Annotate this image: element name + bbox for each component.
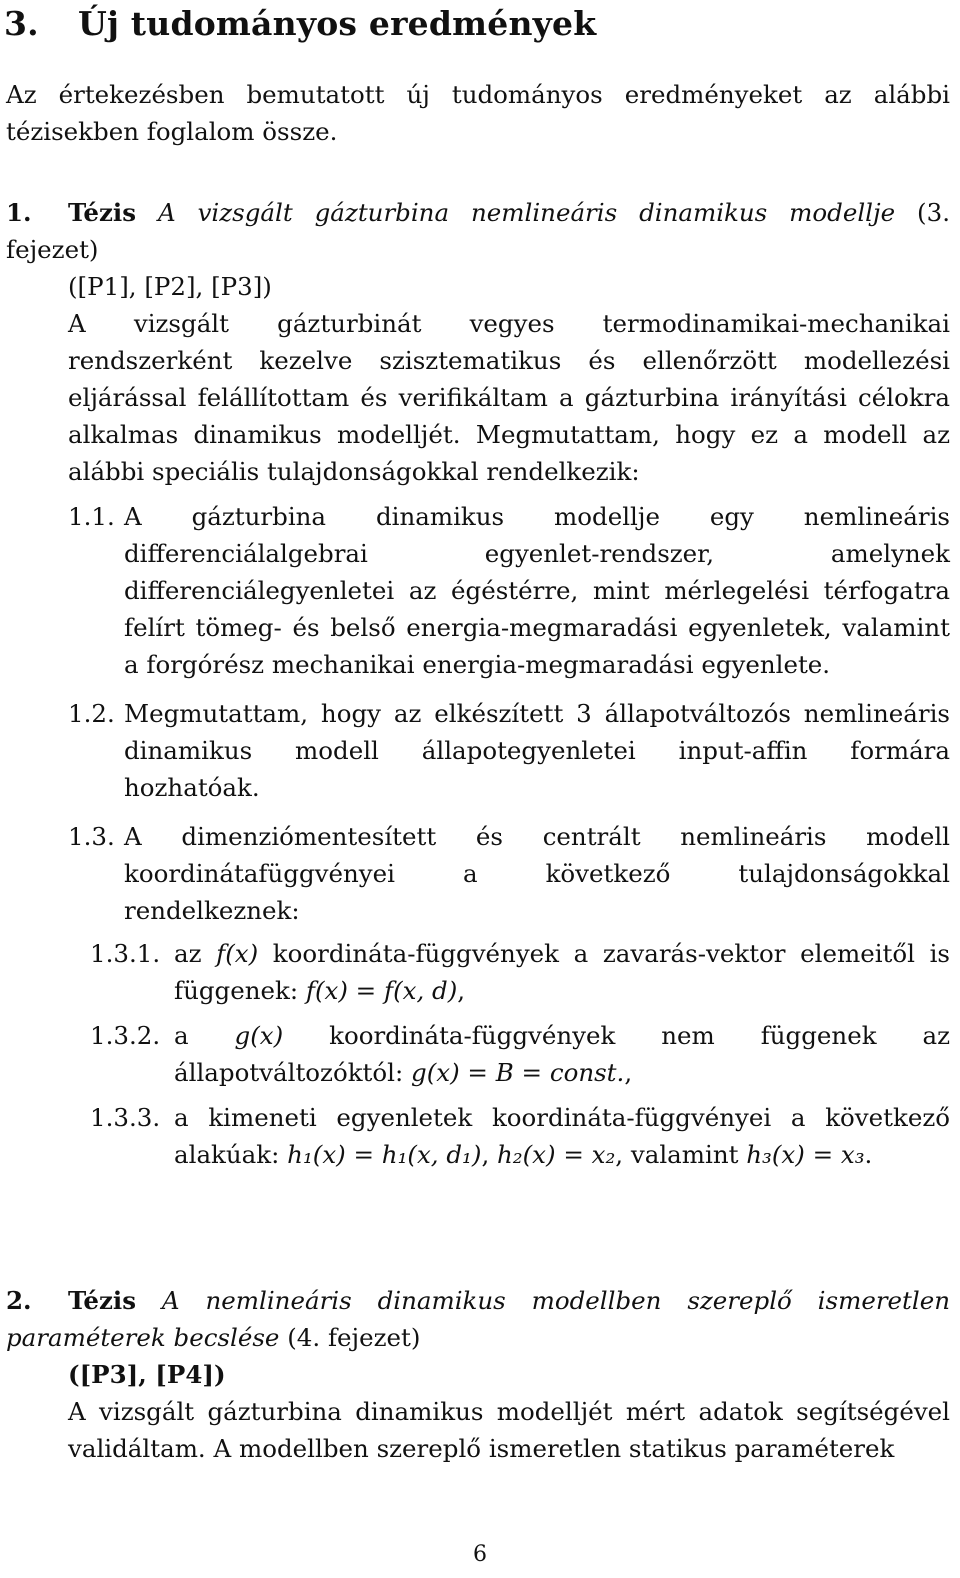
math-expression: f(x) = f(x, d)	[305, 976, 458, 1005]
thesis-1-publications: ([P1], [P2], [P3])	[68, 272, 272, 301]
thesis-1-body	[6, 268, 950, 1173]
list-item: 1.3. A dimenziómentesített és centrált nemlineáris modell koordinátafüggvényei a következő tulajdonságokkal rendelkeznek:	[68, 822, 950, 925]
section-title: Új tudományos eredmények	[78, 4, 597, 43]
thesis-2-number: 2.	[6, 1286, 32, 1315]
sub-list-item: 1.3.1. az f(x) koordináta-függvények a zavarás-vektor elemeitől is függenek: f(x) = f(x, d),	[90, 939, 951, 1005]
thesis-1-subitems	[90, 935, 950, 1173]
page-number: 6	[473, 1542, 487, 1567]
math-expression: h₃(x) = x₃	[746, 1140, 865, 1169]
thesis-2-heading	[6, 1282, 950, 1356]
thesis-1-label: Tézis	[68, 198, 137, 227]
math-expression: h₂(x) = x₂	[497, 1140, 616, 1169]
intro-paragraph: Az értekezésben bemutatott új tudományos eredményeket az alábbi tézisekben foglalom össze.	[6, 80, 950, 146]
thesis-1-title: A vizsgált gázturbina nemlineáris dinamikus modellje	[157, 198, 896, 227]
thesis-2-label: Tézis	[68, 1286, 137, 1315]
sub-list-item: 1.3.3. a kimeneti egyenletek koordináta-függvényei a következő alakúak: h₁(x) = h₁(x, d₁), h₂(x) = x₂, valamint h₃(x) = x₃.	[90, 1103, 950, 1169]
thesis-2-body	[6, 1356, 950, 1467]
math-expression: g(x) = B = const.	[411, 1058, 625, 1087]
section-number: 3.	[4, 4, 39, 43]
section-heading	[4, 0, 596, 48]
thesis-1-chapter: (3. fejezet)	[6, 198, 950, 264]
math-expression: f(x)	[216, 939, 259, 968]
thesis-2	[6, 1282, 950, 1467]
thesis-1-number: 1.	[6, 198, 32, 227]
math-expression: h₁(x) = h₁(x, d₁)	[287, 1140, 482, 1169]
thesis-1	[6, 194, 950, 1181]
thesis-1-heading	[6, 194, 950, 268]
list-item: 1.1. A gázturbina dinamikus modellje egy nemlineáris differenciálalgebrai egyenlet-rendszer, amelynek differenciálegyenletei az égéstérre, mint mérlegelési térfogatra felírt tömeg- és belső energia-megmaradási egyenletek, valamint a forgórész mechanikai energia-megmaradási egyenlete.	[68, 502, 950, 679]
math-expression: g(x)	[234, 1021, 284, 1050]
thesis-1-paragraph: A vizsgált gázturbinát vegyes termodinamikai-mechanikai rendszerként kezelve szisztematikus és ellenőrzött modellezési eljárással felállítottam és verifikáltam a gázturbina irányítási célokra alkalmas dinamikus modelljét. Megmutattam, hogy ez a modell az alábbi speciális tulajdonságokkal rendelkezik:	[68, 309, 950, 486]
thesis-2-chapter: (4. fejezet)	[287, 1323, 421, 1352]
thesis-1-items	[68, 498, 950, 1173]
thesis-2-paragraph: A vizsgált gázturbina dinamikus modelljét mért adatok segítségével validáltam. A modellben szereplő ismeretlen statikus paraméterek	[68, 1397, 950, 1463]
thesis-2-publications: ([P3], [P4])	[68, 1360, 226, 1389]
sub-list-item: 1.3.2. a g(x) koordináta-függvények nem függenek az állapotváltozóktól: g(x) = B = const.,	[90, 1021, 950, 1087]
list-item: 1.2. Megmutattam, hogy az elkészített 3 állapotváltozós nemlineáris dinamikus modell állapotegyenletei input-affin formára hozhatóak.	[68, 699, 950, 802]
thesis-2-title: A nemlineáris dinamikus modellben szereplő ismeretlen paraméterek becslése	[6, 1286, 950, 1352]
